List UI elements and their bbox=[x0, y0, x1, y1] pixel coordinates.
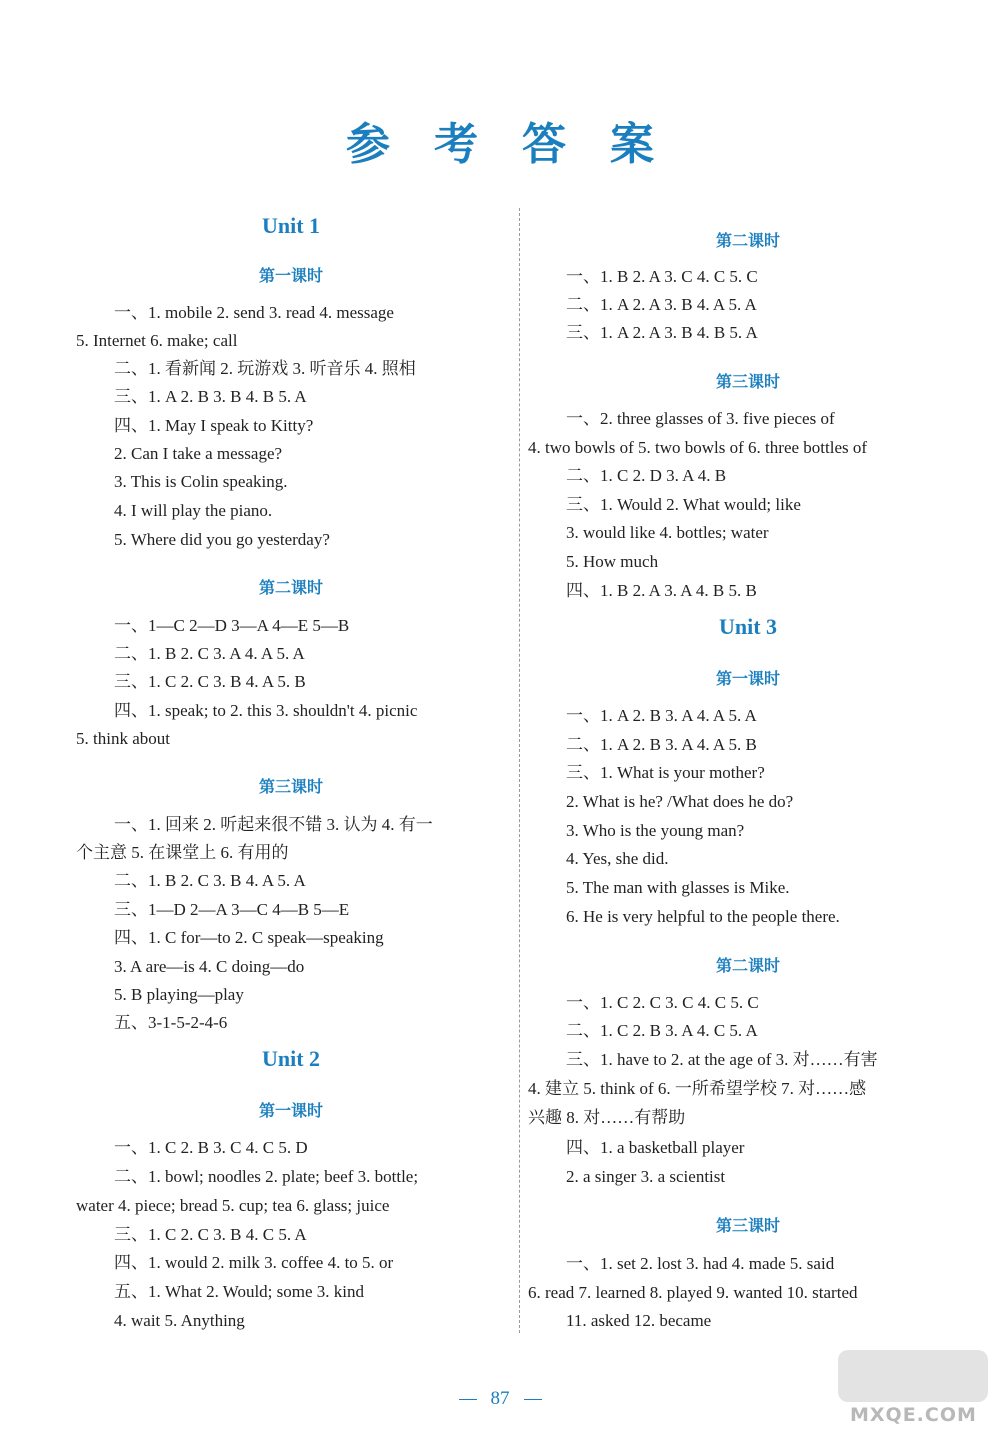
answer-line: 一、1. 回来 2. 听起来很不错 3. 认为 4. 有一 bbox=[114, 815, 433, 834]
answer-line: 5. think about bbox=[76, 729, 170, 748]
answer-line: 兴趣 8. 对……有帮助 bbox=[528, 1108, 686, 1127]
answer-line: 一、1—C 2—D 3—A 4—E 5—B bbox=[114, 616, 350, 635]
answer-line: 2. What is he? /What does he do? bbox=[566, 792, 794, 811]
answer-line: 二、1. B 2. C 3. B 4. A 5. A bbox=[114, 871, 306, 890]
answer-line: 三、1. What is your mother? bbox=[566, 763, 765, 782]
answer-line: 4. wait 5. Anything bbox=[114, 1311, 245, 1330]
unit-2-heading: Unit 2 bbox=[261, 1046, 321, 1071]
unit-1-lesson-1-heading: 第一课时 bbox=[258, 266, 323, 285]
answer-line: 一、1. mobile 2. send 3. read 4. message bbox=[114, 303, 394, 322]
answer-line: 二、1. C 2. B 3. A 4. C 5. A bbox=[566, 1021, 758, 1040]
answer-line: 3. A are—is 4. C doing—do bbox=[114, 957, 305, 976]
answer-line: 三、1. C 2. C 3. B 4. C 5. A bbox=[114, 1225, 307, 1244]
answer-line: 三、1. A 2. A 3. B 4. B 5. A bbox=[566, 323, 758, 342]
watermark bbox=[838, 1350, 988, 1428]
answer-line: 四、1. would 2. milk 3. coffee 4. to 5. or bbox=[114, 1253, 394, 1272]
answer-line: 二、1. bowl; noodles 2. plate; beef 3. bottle; bbox=[114, 1167, 419, 1186]
answer-line: water 4. piece; bread 5. cup; tea 6. glass; juice bbox=[76, 1196, 390, 1215]
answer-line: 一、1. C 2. B 3. C 4. C 5. D bbox=[114, 1138, 308, 1157]
footer-dash-left bbox=[459, 1399, 477, 1400]
unit-1-lesson-3-heading: 第三课时 bbox=[258, 777, 323, 796]
answer-line: 一、1. A 2. B 3. A 4. A 5. A bbox=[566, 706, 757, 725]
answer-line: 2. Can I take a message? bbox=[114, 444, 283, 463]
answer-line: 3. would like 4. bottles; water bbox=[566, 523, 769, 542]
column-divider bbox=[519, 208, 520, 1333]
unit-2-lesson-2-heading: 第二课时 bbox=[715, 231, 780, 250]
answer-line: 11. asked 12. became bbox=[566, 1311, 712, 1330]
answer-line: 五、1. What 2. Would; some 3. kind bbox=[114, 1282, 364, 1301]
unit-2-lesson-1-heading: 第一课时 bbox=[258, 1101, 323, 1120]
answer-line: 三、1. C 2. C 3. B 4. A 5. B bbox=[114, 672, 306, 691]
answer-line: 5. How much bbox=[566, 552, 659, 571]
answer-line: 4. 建立 5. think of 6. 一所希望学校 7. 对……感 bbox=[528, 1079, 867, 1098]
answer-line: 五、3-1-5-2-4-6 bbox=[114, 1013, 228, 1032]
answer-line: 一、1. B 2. A 3. C 4. C 5. C bbox=[566, 267, 758, 286]
answer-line: 6. He is very helpful to the people there. bbox=[566, 907, 840, 926]
answer-line: 二、1. A 2. A 3. B 4. A 5. A bbox=[566, 295, 757, 314]
answer-line: 四、1. B 2. A 3. A 4. B 5. B bbox=[566, 581, 757, 600]
answer-line: 4. Yes, she did. bbox=[566, 849, 669, 868]
answer-line: 5. Where did you go yesterday? bbox=[114, 530, 330, 549]
page-number: 87 bbox=[490, 1388, 510, 1409]
answer-line: 3. This is Colin speaking. bbox=[114, 472, 288, 491]
answer-line: 5. Internet 6. make; call bbox=[76, 331, 238, 350]
answer-line: 一、1. C 2. C 3. C 4. C 5. C bbox=[566, 993, 759, 1012]
answer-line: 4. I will play the piano. bbox=[114, 501, 273, 520]
answer-line: 5. The man with glasses is Mike. bbox=[566, 878, 790, 897]
answer-line: 二、1. C 2. D 3. A 4. B bbox=[566, 466, 727, 485]
unit-1-lesson-2-heading: 第二课时 bbox=[258, 578, 323, 597]
answer-line: 四、1. speak; to 2. this 3. shouldn't 4. picnic bbox=[114, 701, 418, 720]
answer-line: 个主意 5. 在课堂上 6. 有用的 bbox=[76, 843, 289, 862]
watermark-logo-icon bbox=[838, 1350, 988, 1402]
page-title: 参考答案 bbox=[346, 119, 698, 170]
answer-line: 四、1. May I speak to Kitty? bbox=[114, 416, 314, 435]
answer-line: 四、1. a basketball player bbox=[566, 1138, 745, 1157]
answer-line: 三、1. A 2. B 3. B 4. B 5. A bbox=[114, 387, 307, 406]
unit-3-heading: Unit 3 bbox=[718, 614, 778, 639]
unit-3-lesson-3-heading: 第三课时 bbox=[715, 1216, 780, 1235]
answer-line: 5. B playing—play bbox=[114, 985, 244, 1004]
unit-1-heading: Unit 1 bbox=[261, 213, 321, 238]
answer-line: 3. Who is the young man? bbox=[566, 821, 745, 840]
answer-line: 一、2. three glasses of 3. five pieces of bbox=[566, 409, 835, 428]
answer-line: 二、1. A 2. B 3. A 4. A 5. B bbox=[566, 735, 757, 754]
answer-line: 三、1—D 2—A 3—C 4—B 5—E bbox=[114, 900, 350, 919]
answer-line: 一、1. set 2. lost 3. had 4. made 5. said bbox=[566, 1254, 835, 1273]
answer-line: 2. a singer 3. a scientist bbox=[566, 1167, 726, 1186]
unit-2-lesson-3-heading: 第三课时 bbox=[715, 372, 780, 391]
unit-3-lesson-2-heading: 第二课时 bbox=[715, 956, 780, 975]
answer-line: 四、1. C for—to 2. C speak—speaking bbox=[114, 928, 384, 947]
answer-line: 二、1. B 2. C 3. A 4. A 5. A bbox=[114, 644, 305, 663]
footer-dash-right bbox=[524, 1399, 542, 1400]
answer-line: 三、1. have to 2. at the age of 3. 对……有害 bbox=[566, 1050, 878, 1069]
answer-line: 二、1. 看新闻 2. 玩游戏 3. 听音乐 4. 照相 bbox=[114, 359, 416, 378]
watermark-domain: MXQE.COM bbox=[850, 1404, 977, 1426]
answer-line: 6. read 7. learned 8. played 9. wanted 10. started bbox=[528, 1283, 858, 1302]
answer-line: 4. two bowls of 5. two bowls of 6. three bottles of bbox=[528, 438, 868, 457]
unit-3-lesson-1-heading: 第一课时 bbox=[715, 669, 780, 688]
answer-line: 三、1. Would 2. What would; like bbox=[566, 495, 801, 514]
